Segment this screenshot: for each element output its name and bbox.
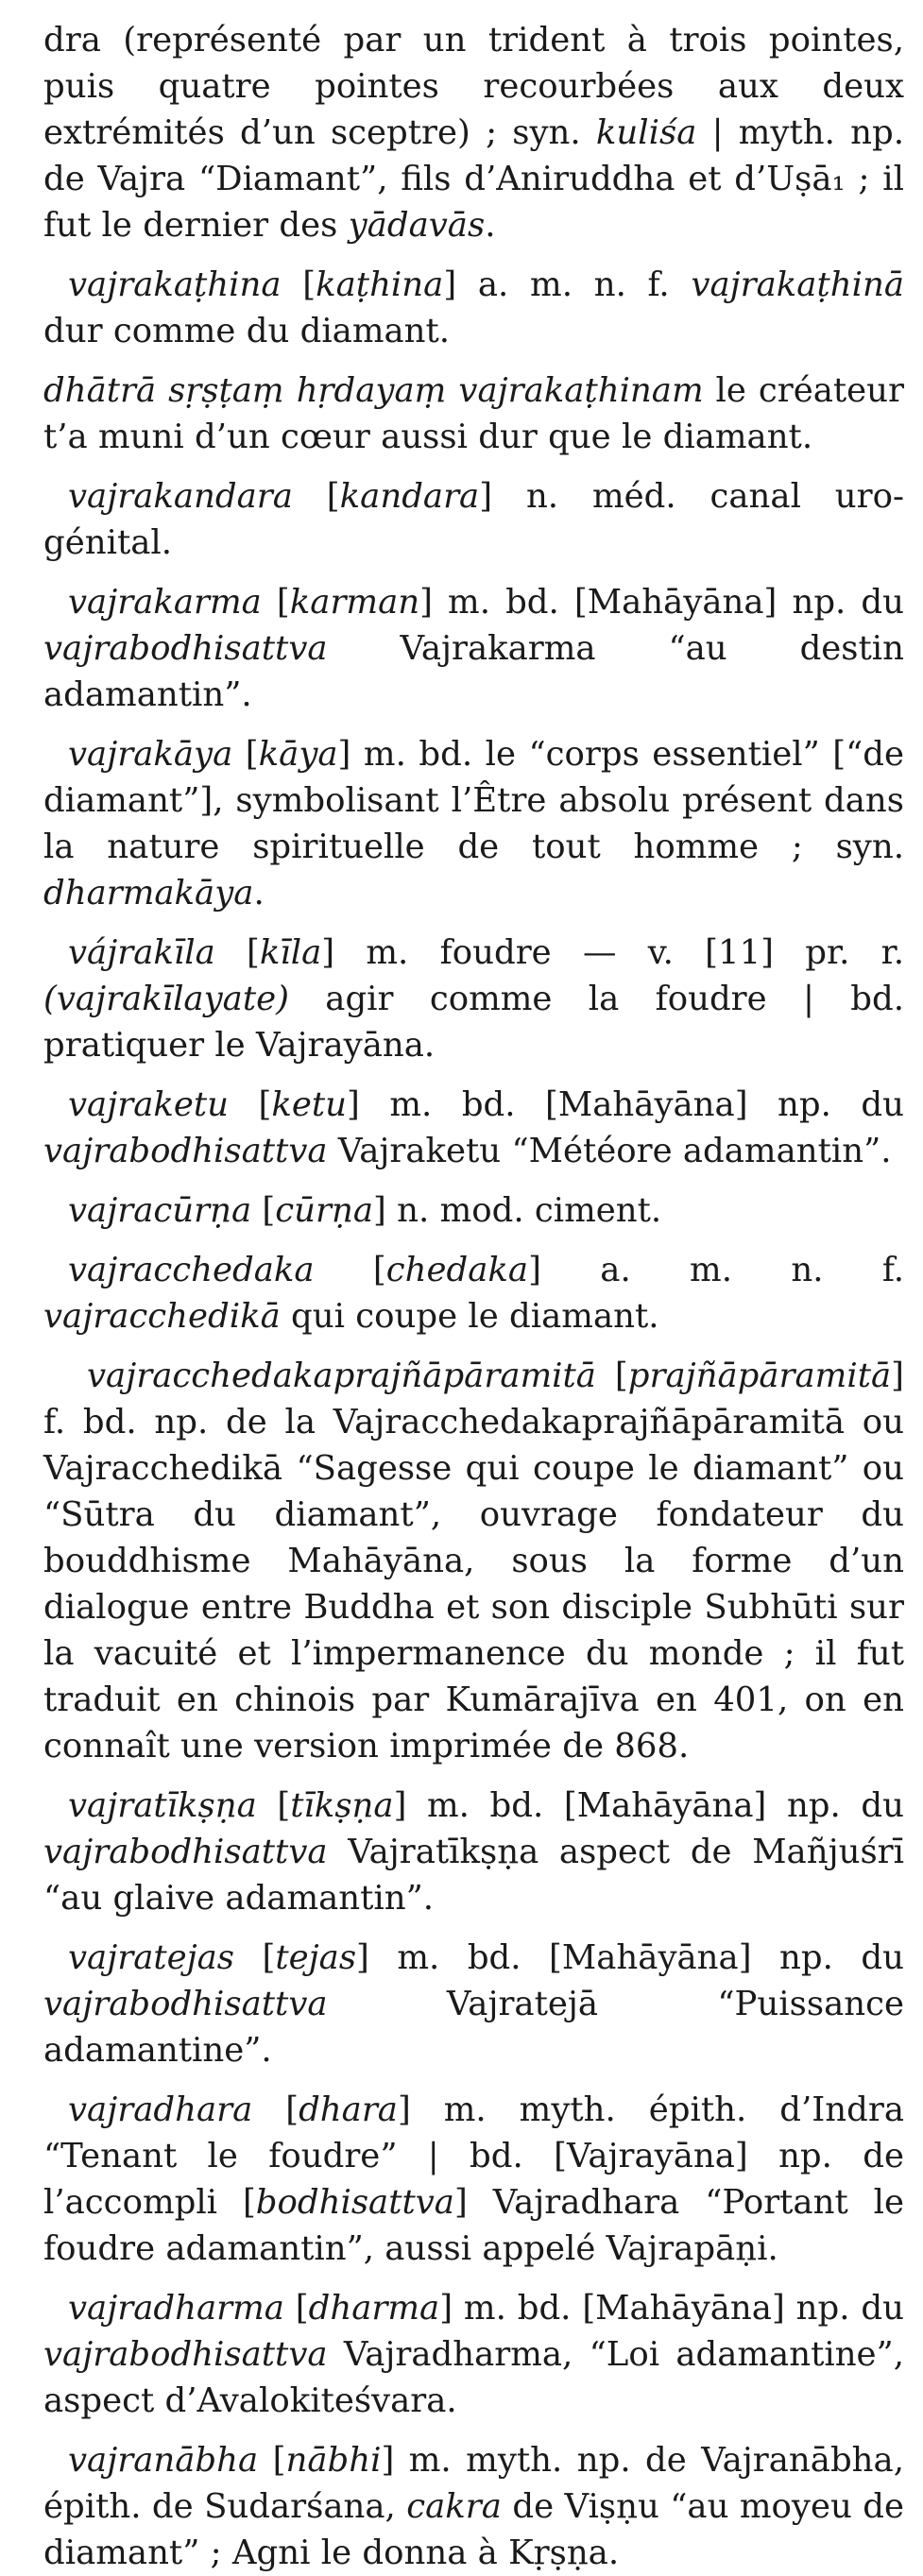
italic-text: dharmakāya	[43, 874, 254, 913]
italic-text: yādavās	[348, 206, 486, 245]
entry-vajracchedakaprajnaparamita	[43, 1353, 904, 1769]
italic-text: vajrabodhisattva	[43, 1132, 328, 1170]
example-sentence	[43, 367, 904, 460]
entry-vajrakarma	[43, 579, 904, 718]
roman-text: ] m. myth. épith. d’Indra “Tenant le foudre” | bd. [Vajrayāna] np. de l’accompli [	[43, 2090, 904, 2222]
roman-text: Vajratīkṣṇa aspect de Mañjuśrī “au glaive adamantin”.	[43, 1833, 904, 1918]
italic-text: vajrabodhisattva	[43, 629, 328, 668]
italic-text: vajradharma	[68, 2289, 284, 2328]
roman-text: [	[283, 2289, 309, 2328]
italic-text: vajrabodhisattva	[43, 1985, 328, 2023]
roman-text: de Viṣṇu “au moyeu de diamant” ; Agni le donna à Kṛṣṇa.	[43, 2487, 904, 2572]
roman-text: [	[234, 1938, 276, 1977]
roman-text: ] m. bd. [Mahāyāna] np. du	[347, 1085, 905, 1124]
italic-text: kāya	[258, 735, 338, 774]
italic-text: cūrṇa	[275, 1191, 373, 1230]
italic-text: prajñāpāramitā	[627, 1356, 892, 1395]
italic-text: vajracchedikā	[43, 1297, 281, 1336]
roman-text: Vajratejā “Puissance adamantine”.	[43, 1985, 904, 2070]
italic-text: nābhi	[285, 2441, 382, 2480]
roman-text: le créateur t’a muni d’un cœur aussi dur que le diamant.	[43, 371, 904, 456]
roman-text: [	[229, 1085, 272, 1124]
roman-text: ] m. myth. np. de Vajranābha, épith. de Sudarśana,	[43, 2441, 904, 2526]
italic-text: vajrakandara	[68, 477, 293, 516]
roman-text: ] m. bd. [Mahāyāna] np. du	[419, 583, 905, 622]
entry-vajradharma	[43, 2285, 904, 2424]
entry-vajraketu	[43, 1082, 904, 1174]
italic-text: chedaka	[385, 1251, 529, 1289]
italic-text: vajranābha	[68, 2441, 259, 2480]
roman-text: ] n. mod. ciment.	[373, 1191, 662, 1230]
entry-vajrakathina	[43, 262, 904, 354]
roman-text: [	[314, 1251, 386, 1289]
italic-text: vajrabodhisattva	[43, 1833, 328, 1871]
roman-text: [	[595, 1356, 628, 1395]
roman-text: Vajradharma, “Loi adamantine”, aspect d’Avalokiteśvara.	[43, 2335, 904, 2420]
italic-text: vajrakarma	[68, 583, 262, 622]
italic-text: vájrakīla	[68, 933, 215, 972]
italic-text: vajracūrṇa	[68, 1191, 252, 1230]
roman-text: Vajraketu “Météore adamantin”.	[327, 1132, 892, 1170]
italic-text: tejas	[275, 1938, 357, 1977]
italic-text: karman	[289, 583, 420, 622]
italic-text: kandara	[339, 477, 480, 516]
italic-text: vajratejas	[68, 1938, 235, 1977]
roman-text: ] m. bd. [Mahāyāna] np. du	[356, 1938, 904, 1977]
entry-vajratejas	[43, 1935, 904, 2073]
entry-vajracurna	[43, 1187, 904, 1234]
italic-text: dhātrā sṛṣṭaṃ hṛdayaṃ vajrakaṭhinam	[43, 371, 704, 410]
roman-text: ] Vajradhara “Portant le foudre adamantin”, aussi appelé Vajrapāṇi.	[43, 2183, 904, 2268]
roman-text: [	[251, 1191, 276, 1230]
italic-text: dhara	[299, 2090, 398, 2129]
roman-text: Vajrakarma “au destin adamantin”.	[43, 629, 904, 714]
entry-vajranabha	[43, 2437, 904, 2576]
italic-text: kīla	[259, 933, 322, 972]
roman-text: [	[292, 477, 340, 516]
entry-vajrakaya	[43, 731, 904, 916]
entry-vajratiksna	[43, 1783, 904, 1921]
roman-text: ] a. m. n. f.	[443, 265, 692, 304]
roman-text: [	[258, 2441, 286, 2480]
entry-vajracchedaka	[43, 1247, 904, 1339]
italic-text: vajrakāya	[68, 735, 233, 774]
italic-text: dharma	[308, 2289, 440, 2328]
roman-text: agir comme la foudre | bd. pratiquer le Vajrayāna.	[43, 980, 904, 1065]
roman-text: ] m. bd. le “corps essentiel” [“de diamant”], symbolisant l’Être absolu présent dans la nature spirituelle de tout homme ; syn.	[43, 735, 904, 866]
italic-text: vajracchedakaprajñāpāramitā	[87, 1356, 596, 1395]
roman-text: [	[256, 1786, 291, 1825]
roman-text: dra (représenté par un trident à trois pointes, puis quatre pointes recourbées aux deux extrémités d’un sceptre) ; syn.	[43, 21, 904, 152]
italic-text: vajradhara	[68, 2090, 253, 2129]
italic-text: vajratīkṣṇa	[68, 1786, 257, 1825]
italic-text: kaṭhina	[316, 265, 444, 304]
roman-text: ] m. bd. [Mahāyāna] np. du	[393, 1786, 904, 1825]
italic-text: cakra	[406, 2487, 502, 2526]
roman-text: | myth. np. de Vajra “Diamant”, fils d’Aniruddha et d’Uṣā₁ ; il fut le dernier des	[43, 113, 904, 245]
italic-text: vajrakaṭhinā	[691, 265, 904, 304]
roman-text: .	[253, 874, 265, 913]
roman-text: qui coupe le diamant.	[280, 1297, 659, 1336]
roman-text: ] m. foudre — v. [11] pr. r.	[321, 933, 904, 972]
roman-text: [	[252, 2090, 299, 2129]
entry-vajrakila	[43, 930, 904, 1068]
italic-text: bodhisattva	[255, 2183, 454, 2222]
italic-text: vajrabodhisattva	[43, 2335, 328, 2374]
roman-text: dur comme du diamant.	[43, 312, 451, 350]
roman-text: [	[281, 265, 316, 304]
roman-text: ] m. bd. [Mahāyāna] np. du	[439, 2289, 904, 2328]
roman-text: [	[214, 933, 260, 972]
roman-text: .	[485, 206, 496, 245]
roman-text: [	[261, 583, 290, 622]
roman-text: ] a. m. n. f.	[528, 1251, 904, 1289]
entry-vajrakandara	[43, 473, 904, 566]
italic-text: vajracchedaka	[68, 1251, 315, 1289]
italic-text: (vajrakīlayate)	[43, 980, 289, 1018]
italic-text: ketu	[271, 1085, 348, 1124]
entry-continuation	[43, 17, 904, 248]
roman-text: ] n. méd. canal uro-génital.	[43, 477, 904, 562]
italic-text: tīkṣṇa	[290, 1786, 394, 1825]
italic-text: vajraketu	[68, 1085, 230, 1124]
italic-text: kuliśa	[595, 113, 697, 152]
roman-text: ] f. bd. np. de la Vajracchedakaprajñāpāramitā ou Vajracchedikā “Sagesse qui coupe le diamant” ou “Sūtra du diamant”, ouvrage fondateur du bouddhisme Mahāyāna, sous la forme d’un dialogue entre Buddha et son disciple Subhūti sur la vacuité et l’impermanence du monde ; il fut traduit en chinois par Kumārajīva en 401, on en connaît une version imprimée de 868.	[43, 1356, 904, 1766]
entry-vajradhara	[43, 2087, 904, 2272]
italic-text: vajrakaṭhina	[68, 265, 282, 304]
roman-text: [	[232, 735, 259, 774]
